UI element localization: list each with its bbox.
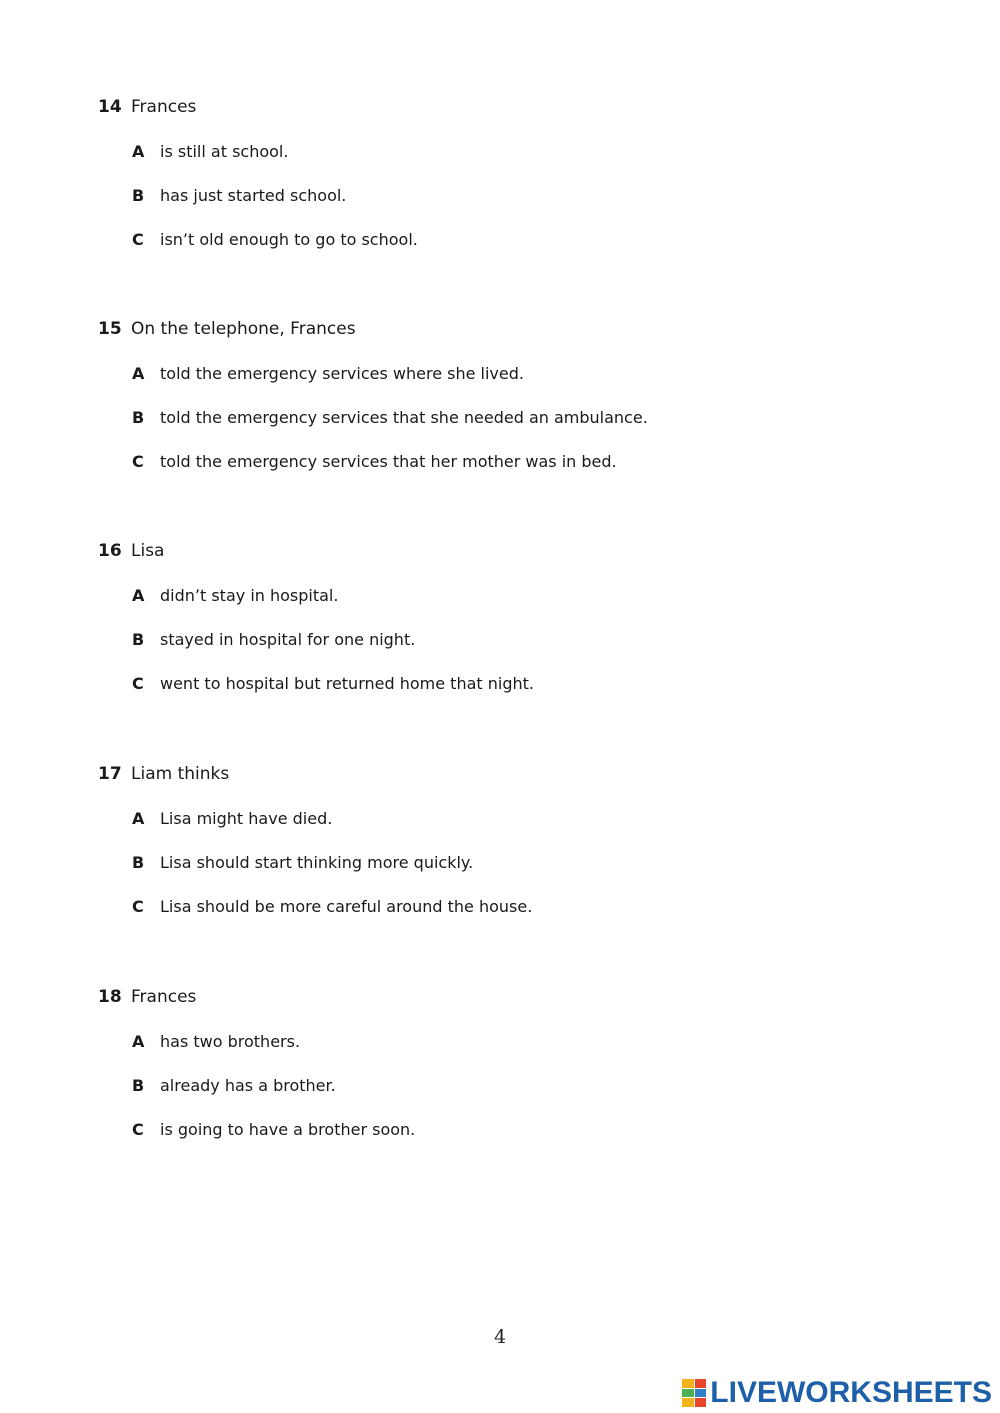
option-text: told the emergency services that she needed an ambulance. xyxy=(160,408,648,427)
option-letter: C xyxy=(132,230,144,249)
option-letter: B xyxy=(132,408,145,427)
question-number: 17 xyxy=(98,764,122,784)
question-18 xyxy=(98,987,898,1142)
question-14 xyxy=(98,97,898,252)
option-b[interactable] xyxy=(132,630,898,652)
option-letter: B xyxy=(132,630,145,649)
logo-tile xyxy=(695,1389,707,1398)
option-letter: B xyxy=(132,1076,145,1095)
option-c[interactable] xyxy=(132,230,898,252)
option-a[interactable] xyxy=(132,809,898,831)
question-stem-line xyxy=(98,541,898,563)
option-text: has two brothers. xyxy=(160,1032,301,1051)
logo-tile xyxy=(682,1379,694,1388)
option-letter: C xyxy=(132,674,144,693)
question-16 xyxy=(98,541,898,696)
option-text: went to hospital but returned home that night. xyxy=(160,674,534,693)
logo-tile xyxy=(682,1398,694,1407)
option-letter: A xyxy=(132,586,145,605)
question-stem-line xyxy=(98,97,898,119)
question-stem: On the telephone, Frances xyxy=(131,319,356,339)
option-text: is still at school. xyxy=(160,142,289,161)
option-text: told the emergency services that her mother was in bed. xyxy=(160,452,617,471)
option-letter: A xyxy=(132,1032,145,1051)
option-text: told the emergency services where she lived. xyxy=(160,364,524,383)
option-letter: A xyxy=(132,364,145,383)
question-number: 15 xyxy=(98,319,122,339)
option-b[interactable] xyxy=(132,408,898,430)
question-stem-line xyxy=(98,987,898,1009)
question-stem: Frances xyxy=(131,987,197,1007)
brand-name: LIVEWORKSHEETS xyxy=(710,1376,992,1409)
option-letter: C xyxy=(132,452,144,471)
option-b[interactable] xyxy=(132,186,898,208)
question-stem-line xyxy=(98,764,898,786)
option-text: stayed in hospital for one night. xyxy=(160,630,416,649)
question-stem: Liam thinks xyxy=(131,764,230,784)
option-b[interactable] xyxy=(132,853,898,875)
question-stem: Lisa xyxy=(131,541,165,561)
logo-tile xyxy=(695,1379,707,1388)
option-c[interactable] xyxy=(132,674,898,696)
option-text: already has a brother. xyxy=(160,1076,336,1095)
option-a[interactable] xyxy=(132,364,898,386)
option-letter: A xyxy=(132,142,145,161)
question-number: 16 xyxy=(98,541,122,561)
option-text: Lisa should start thinking more quickly. xyxy=(160,853,474,872)
option-b[interactable] xyxy=(132,1076,898,1098)
question-stem: Frances xyxy=(131,97,197,117)
page-number: 4 xyxy=(493,1326,507,1348)
question-15 xyxy=(98,319,898,474)
option-a[interactable] xyxy=(132,1032,898,1054)
option-c[interactable] xyxy=(132,1120,898,1142)
option-text: didn’t stay in hospital. xyxy=(160,586,339,605)
option-letter: B xyxy=(132,186,145,205)
option-a[interactable] xyxy=(132,586,898,608)
logo-tile xyxy=(682,1389,694,1398)
option-letter: B xyxy=(132,853,145,872)
question-number: 14 xyxy=(98,97,122,117)
option-text: has just started school. xyxy=(160,186,347,205)
option-text: Lisa should be more careful around the house. xyxy=(160,897,533,916)
option-a[interactable] xyxy=(132,142,898,164)
liveworksheets-brand[interactable] xyxy=(682,1376,992,1410)
option-c[interactable] xyxy=(132,897,898,919)
option-text: is going to have a brother soon. xyxy=(160,1120,416,1139)
question-17 xyxy=(98,764,898,919)
option-letter: C xyxy=(132,1120,144,1139)
option-letter: C xyxy=(132,897,144,916)
option-letter: A xyxy=(132,809,145,828)
liveworksheets-logo-icon xyxy=(682,1379,706,1407)
question-stem-line xyxy=(98,319,898,341)
logo-tile xyxy=(695,1398,707,1407)
option-text: isn’t old enough to go to school. xyxy=(160,230,418,249)
option-text: Lisa might have died. xyxy=(160,809,333,828)
question-number: 18 xyxy=(98,987,122,1007)
option-c[interactable] xyxy=(132,452,898,474)
